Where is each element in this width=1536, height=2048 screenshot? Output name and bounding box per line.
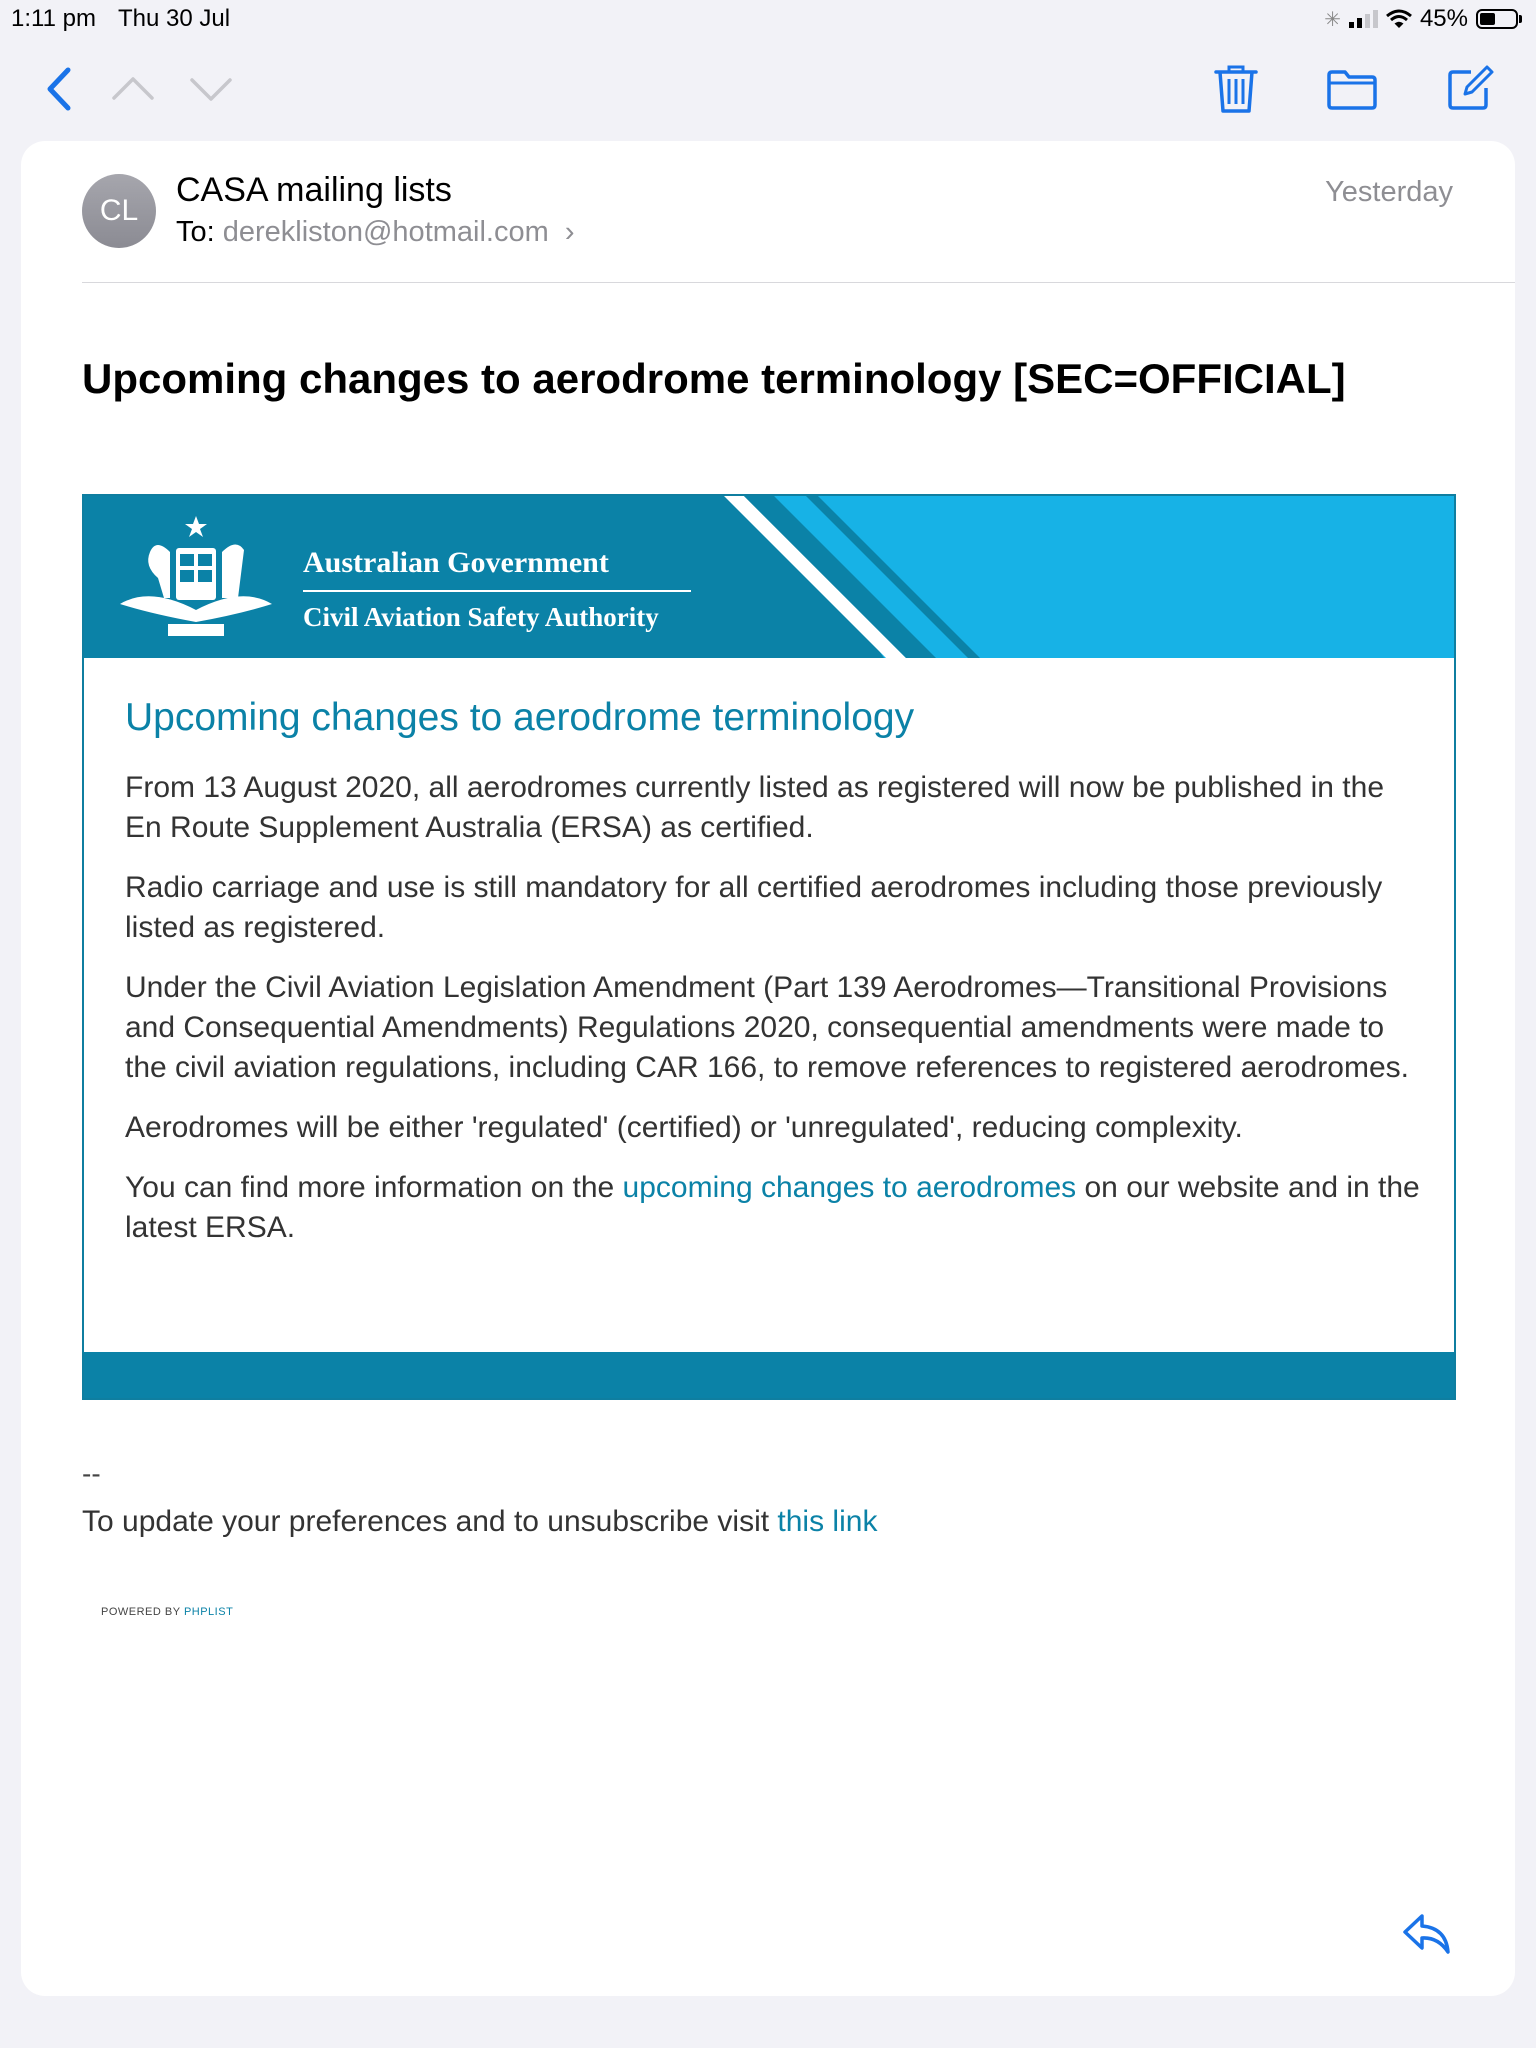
to-label: To: bbox=[176, 216, 215, 248]
chevron-up-icon bbox=[111, 74, 155, 102]
move-to-folder-button[interactable] bbox=[1326, 69, 1378, 116]
status-date: Thu 30 Jul bbox=[118, 5, 231, 32]
paragraph-5-start: You can find more information on the bbox=[125, 1171, 623, 1204]
previous-message-button[interactable] bbox=[111, 74, 155, 107]
compose-icon bbox=[1447, 64, 1495, 112]
newsletter-footer-bar bbox=[84, 1352, 1454, 1398]
paragraph-5-end: on our website and in the latest ERSA. bbox=[125, 1171, 1420, 1244]
paragraph-3: Under the Civil Aviation Legislation Amendment (Part 139 Aerodromes—Transitional Provisions and Consequential Amendments) Regulations 2020, consequential amendments were made to the civil aviation regulations, including CAR 166, to remove references to registered aerodromes. bbox=[125, 971, 1409, 1084]
message-date: Yesterday bbox=[1325, 176, 1453, 208]
coat-of-arms-logo bbox=[110, 514, 282, 642]
chevron-left-icon bbox=[44, 66, 74, 112]
unsubscribe-link[interactable]: this link bbox=[777, 1505, 878, 1538]
cellular-signal-icon bbox=[1349, 10, 1378, 28]
org-divider bbox=[303, 590, 691, 592]
paragraph-4: Aerodromes will be either 'regulated' (certified) or 'unregulated', reducing complexity. bbox=[125, 1111, 1243, 1144]
avatar[interactable]: CL bbox=[82, 174, 156, 248]
message-card bbox=[21, 141, 1515, 1996]
paragraph-2: Radio carriage and use is still mandatory for all certified aerodromes including those previously listed as registered. bbox=[125, 871, 1383, 944]
newsletter-heading: Upcoming changes to aerodrome terminology bbox=[125, 696, 915, 739]
paragraph-1: From 13 August 2020, all aerodromes currently listed as registered will now be published in the En Route Supplement Australia (ERSA) as certified. bbox=[125, 771, 1385, 844]
reply-icon bbox=[1402, 1912, 1452, 1956]
newsletter-banner bbox=[84, 496, 1454, 658]
newsletter-body bbox=[125, 696, 1425, 1268]
status-indicators bbox=[1324, 5, 1522, 33]
activity-spinner-icon: ✳ bbox=[1324, 8, 1341, 31]
powered-by-label: POWERED BY bbox=[101, 1606, 184, 1618]
header-divider bbox=[82, 282, 1515, 283]
delete-button[interactable] bbox=[1214, 64, 1258, 119]
recipient-line[interactable] bbox=[176, 216, 575, 249]
unsubscribe-line bbox=[82, 1505, 877, 1539]
powered-by[interactable] bbox=[101, 1606, 233, 1618]
sender-name[interactable]: CASA mailing lists bbox=[176, 171, 452, 209]
trash-icon bbox=[1214, 64, 1258, 114]
status-bar bbox=[0, 0, 1536, 40]
org-name: Australian Government bbox=[303, 546, 609, 579]
phplist-brand: PHPLIST bbox=[183, 1606, 234, 1618]
paragraph-5 bbox=[125, 1168, 1425, 1248]
folder-icon bbox=[1326, 69, 1378, 111]
battery-icon bbox=[1476, 9, 1522, 29]
chevron-down-icon bbox=[189, 76, 233, 104]
recipient-address[interactable]: derekliston@hotmail.com bbox=[222, 216, 549, 248]
wifi-icon bbox=[1386, 9, 1412, 29]
battery-percent: 45% bbox=[1419, 5, 1468, 32]
compose-button[interactable] bbox=[1447, 64, 1495, 117]
chevron-right-icon: › bbox=[564, 216, 575, 248]
aerodrome-changes-link[interactable]: upcoming changes to aerodromes bbox=[622, 1171, 1077, 1204]
unsubscribe-text: To update your preferences and to unsubscribe visit bbox=[82, 1505, 778, 1538]
reply-button[interactable] bbox=[1402, 1912, 1452, 1961]
message-subject: Upcoming changes to aerodrome terminology [SEC=OFFICIAL] bbox=[82, 355, 1346, 402]
status-time: 1:11 pm bbox=[11, 5, 96, 32]
org-subname: Civil Aviation Safety Authority bbox=[303, 602, 659, 632]
newsletter bbox=[82, 494, 1456, 1400]
back-button[interactable] bbox=[44, 66, 74, 117]
signature-separator: -- bbox=[82, 1458, 101, 1489]
banner-stripes bbox=[84, 496, 1454, 658]
next-message-button[interactable] bbox=[189, 76, 233, 109]
